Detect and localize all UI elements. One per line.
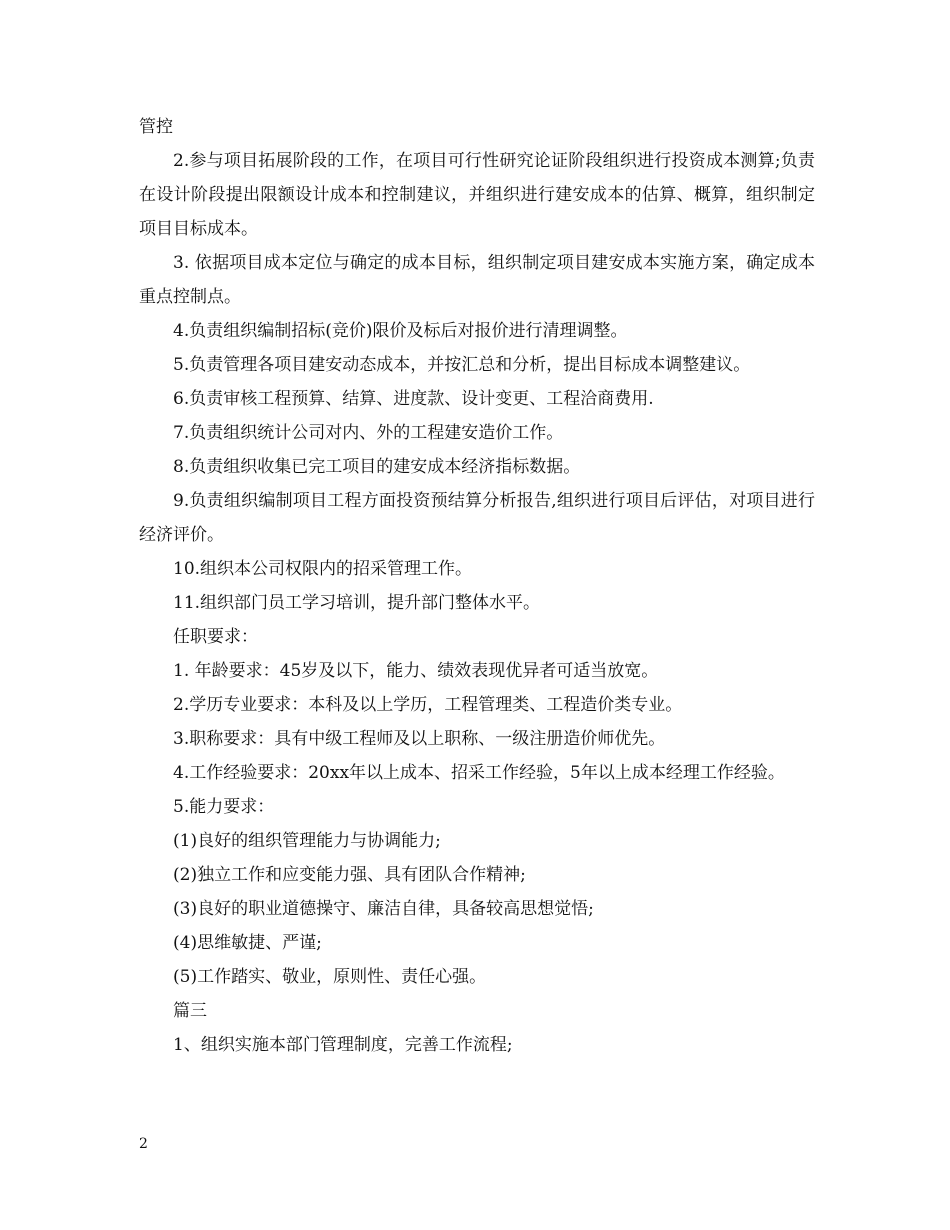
paragraph: 4.负责组织编制招标(竞价)限价及标后对报价进行清理调整。 — [173, 321, 628, 341]
paragraph: 任职要求： — [173, 627, 258, 647]
paragraph: (3)良好的职业道德操守、廉洁自律，具备较高思想觉悟; — [173, 899, 594, 919]
paragraph: 11.组织部门员工学习培训，提升部门整体水平。 — [173, 593, 541, 613]
paragraph: 管控 — [139, 117, 173, 137]
paragraph: 1、组织实施本部门管理制度，完善工作流程; — [173, 1035, 513, 1055]
paragraph: 9.负责组织编制项目工程方面投资预结算分析报告,组织进行项目后评估，对项目进行经济评价。 — [139, 491, 815, 545]
paragraph: 7.负责组织统计公司对内、外的工程建安造价工作。 — [173, 423, 564, 443]
paragraph: (1)良好的组织管理能力与协调能力; — [173, 831, 441, 851]
paragraph: 篇三 — [173, 1001, 207, 1021]
paragraph: 5.能力要求： — [173, 797, 275, 817]
paragraph: (5)工作踏实、敬业，原则性、责任心强。 — [173, 967, 487, 987]
paragraph: (2)独立工作和应变能力强、具有团队合作精神; — [173, 865, 526, 885]
paragraph: 3. 依据项目成本定位与确定的成本目标，组织制定项目建安成本实施方案，确定成本重点控制点。 — [139, 253, 815, 307]
paragraph: 3.职称要求：具有中级工程师及以上职称、一级注册造价师优先。 — [173, 729, 666, 749]
paragraph: 10.组织本公司权限内的招采管理工作。 — [173, 559, 473, 579]
paragraph: 2.参与项目拓展阶段的工作，在项目可行性研究论证阶段组织进行投资成本测算;负责在设计阶段提出限额设计成本和控制建议，并组织进行建安成本的估算、概算，组织制定项目目标成本。 — [139, 151, 815, 239]
paragraph: (4)思维敏捷、严谨; — [173, 933, 322, 953]
paragraph: 4.工作经验要求：20xx年以上成本、招采工作经验，5年以上成本经理工作经验。 — [173, 763, 785, 783]
paragraph: 2.学历专业要求：本科及以上学历，工程管理类、工程造价类专业。 — [173, 695, 683, 715]
paragraph: 1. 年龄要求：45岁及以下，能力、绩效表现优异者可适当放宽。 — [173, 661, 659, 681]
document-body — [139, 110, 815, 1062]
paragraph: 8.负责组织收集已完工项目的建安成本经济指标数据。 — [173, 457, 581, 477]
page-number: 2 — [139, 1136, 148, 1152]
paragraph: 5.负责管理各项目建安动态成本，并按汇总和分析，提出目标成本调整建议。 — [173, 355, 751, 375]
paragraph: 6.负责审核工程预算、结算、进度款、设计变更、工程洽商费用. — [173, 389, 654, 409]
